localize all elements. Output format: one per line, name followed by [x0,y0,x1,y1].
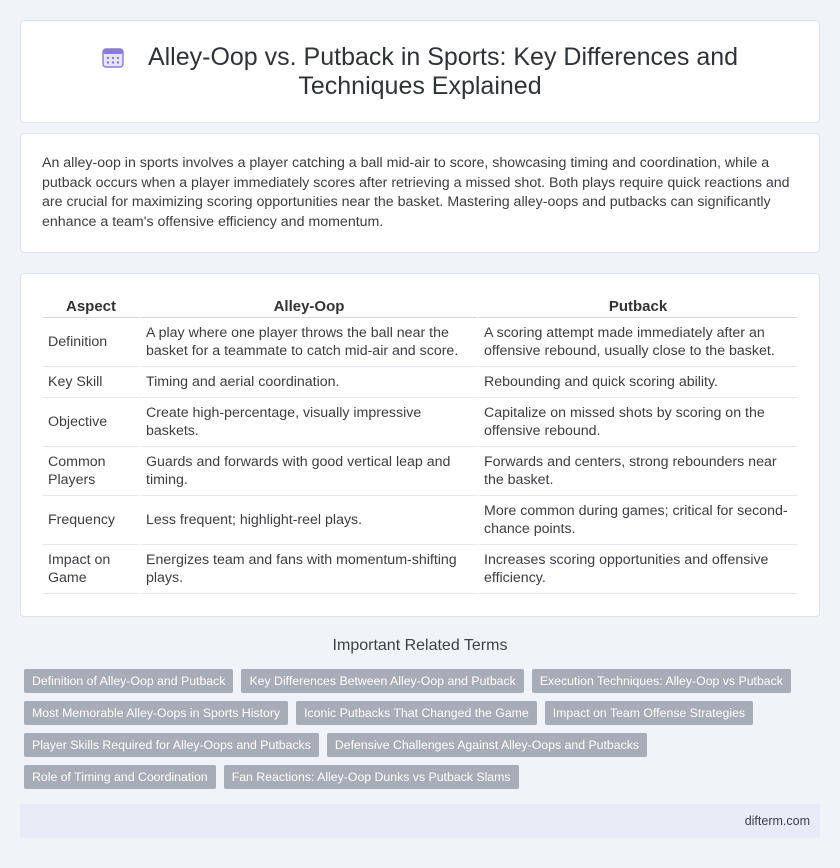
cell-putback: Increases scoring opportunities and offensive efficiency. [477,545,797,594]
related-term-tag[interactable]: Role of Timing and Coordination [24,765,216,789]
cell-aspect: Impact on Game [43,545,139,594]
related-term-tag[interactable]: Fan Reactions: Alley-Oop Dunks vs Putback Slams [224,765,519,789]
cell-alley-oop: Create high-percentage, visually impressive baskets. [139,398,477,447]
calendar-icon [102,46,124,68]
header-alley-oop: Alley-Oop [139,294,477,318]
table-row [43,367,797,398]
comparison-table-card [20,273,820,617]
cell-putback: A scoring attempt made immediately after an offensive rebound, usually close to the basket. [477,318,797,367]
footer-site-link[interactable]: difterm.com [744,814,810,828]
cell-aspect: Objective [43,398,139,447]
header-card [20,20,820,123]
related-term-tag[interactable]: Defensive Challenges Against Alley-Oops and Putbacks [327,733,647,757]
cell-alley-oop: Guards and forwards with good vertical leap and timing. [139,447,477,496]
table-row [43,398,797,447]
related-term-tag[interactable]: Definition of Alley-Oop and Putback [24,669,233,693]
intro-text: An alley-oop in sports involves a player catching a ball mid-air to score, showcasing timing and coordination, while a putback occurs when a player immediately scores after retrieving a missed shot. Both plays require quick reactions and are crucial for maximizing scoring opportunities near the basket. Mastering alley-oops and putbacks can significantly enhance a team's offensive efficiency and momentum. [42,155,790,230]
related-term-tag[interactable]: Iconic Putbacks That Changed the Game [296,701,537,725]
cell-alley-oop: Energizes team and fans with momentum-shifting plays. [139,545,477,594]
table-row [43,545,797,594]
related-term-tag[interactable]: Most Memorable Alley-Oops in Sports History [24,701,288,725]
title-wrap [51,43,789,101]
related-term-tag[interactable]: Impact on Team Offense Strategies [545,701,753,725]
cell-alley-oop: Less frequent; highlight-reel plays. [139,496,477,545]
related-term-tag[interactable]: Key Differences Between Alley-Oop and Putback [241,669,523,693]
header-putback: Putback [477,294,797,318]
table-header-row [43,294,797,318]
page-title: Alley-Oop vs. Putback in Sports: Key Differences and Techniques Explained [147,42,739,100]
related-term-tag[interactable]: Execution Techniques: Alley-Oop vs Putback [532,669,791,693]
related-terms-title: Important Related Terms [332,637,508,654]
intro-card [20,133,820,253]
cell-alley-oop: Timing and aerial coordination. [139,367,477,398]
cell-putback: More common during games; critical for second-chance points. [477,496,797,545]
cell-alley-oop: A play where one player throws the ball near the basket for a teammate to catch mid-air and score. [139,318,477,367]
cell-putback: Capitalize on missed shots by scoring on the offensive rebound. [477,398,797,447]
related-terms-list [24,669,824,789]
cell-aspect: Key Skill [43,367,139,398]
cell-putback: Rebounding and quick scoring ability. [477,367,797,398]
cell-aspect: Frequency [43,496,139,545]
cell-aspect: Common Players [43,447,139,496]
table-row [43,496,797,545]
header-aspect: Aspect [43,294,139,318]
table-row [43,318,797,367]
cell-aspect: Definition [43,318,139,367]
footer [20,804,820,838]
comparison-table [43,294,797,594]
related-term-tag[interactable]: Player Skills Required for Alley-Oops and Putbacks [24,733,319,757]
table-row [43,447,797,496]
cell-putback: Forwards and centers, strong rebounders near the basket. [477,447,797,496]
